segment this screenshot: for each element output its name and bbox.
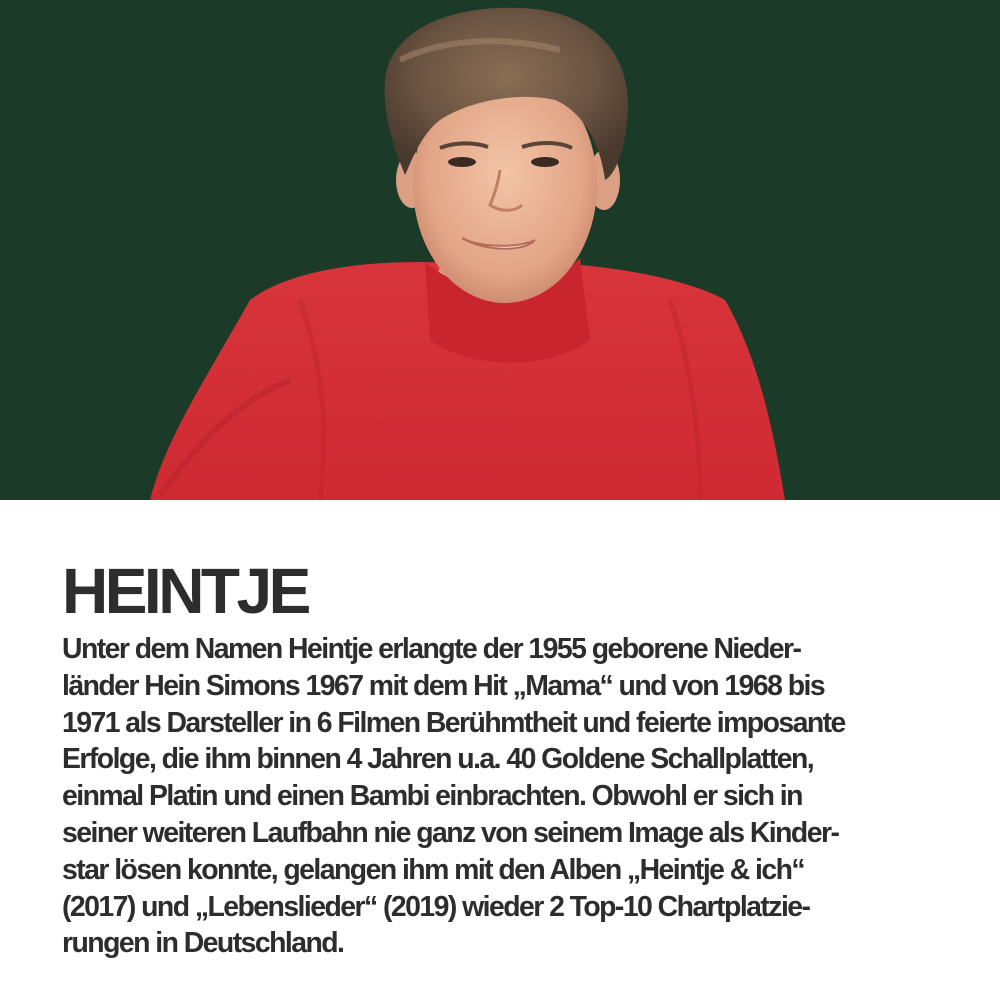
body-line: seiner weiteren Laufbahn nie ganz von seinem Image als Kinder- xyxy=(62,816,839,849)
article-body xyxy=(62,631,962,962)
body-line: einmal Platin und einen Bambi einbrachten. Obwohl er sich in xyxy=(62,780,802,813)
article xyxy=(62,555,962,962)
body-line: star lösen konnte, gelangen ihm mit den Alben „Heintje & ich“ xyxy=(62,853,805,886)
body-line: Erfolge, die ihm binnen 4 Jahren u.a. 40 Goldene Schallplatten, xyxy=(62,743,814,776)
body-line: 1971 als Darsteller in 6 Filmen Berühmtheit und feierte imposante xyxy=(62,706,845,739)
body-line: (2017) und „Lebenslieder“ (2019) wieder 2 Top-10 Chartplatzie- xyxy=(62,890,810,923)
body-line: länder Hein Simons 1967 mit dem Hit „Mama“ und von 1968 bis xyxy=(62,669,825,702)
article-title: HEINTJE xyxy=(62,555,308,627)
body-line: rungen in Deutschland. xyxy=(62,927,344,960)
body-line: Unter dem Namen Heintje erlangte der 1955 geborene Nieder- xyxy=(62,633,801,665)
